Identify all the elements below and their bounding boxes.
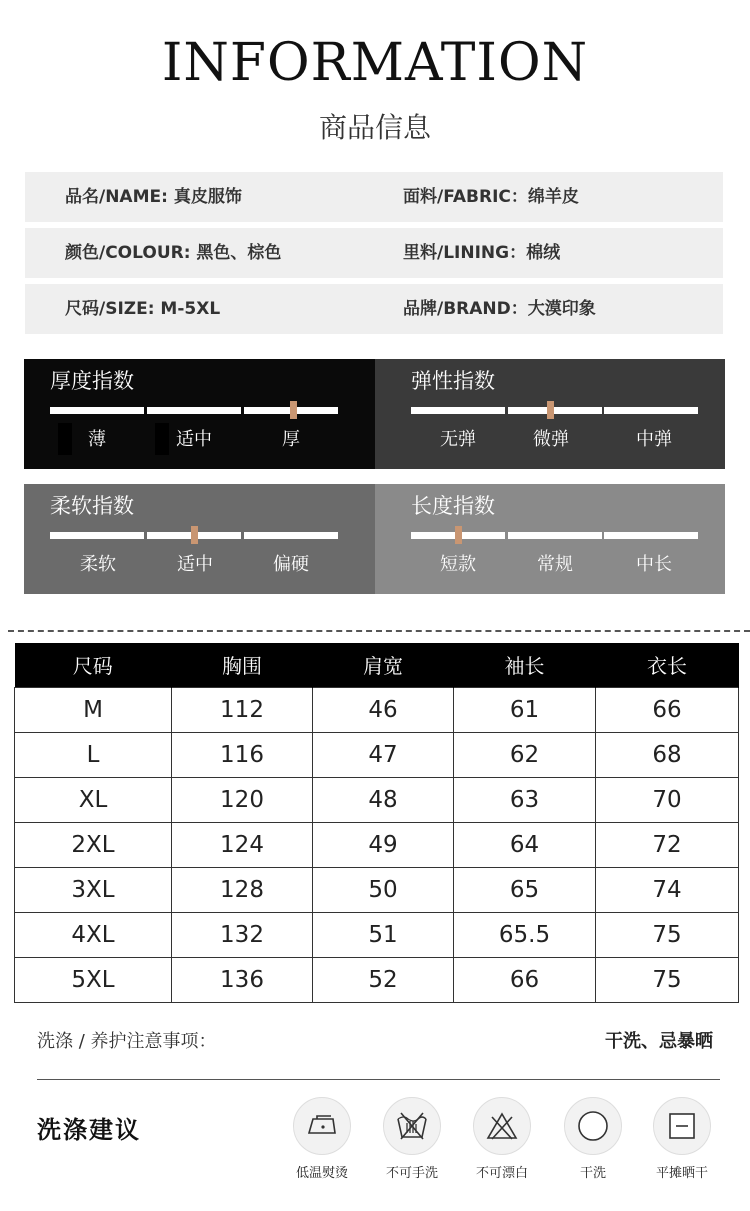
table-cell: 65	[454, 867, 596, 912]
table-row	[15, 687, 739, 732]
index-label: 柔软	[80, 554, 116, 575]
info-row	[25, 172, 723, 222]
index-bar-segment	[147, 407, 241, 414]
info-row	[25, 228, 723, 278]
elasticity-index-marker	[547, 401, 554, 419]
info-colour: 颜色/COLOUR: 黑色、棕色	[65, 243, 282, 263]
wash-label: 低温熨烫	[295, 1166, 348, 1181]
wash-item	[372, 1097, 452, 1183]
index-label: 中弹	[636, 429, 672, 450]
index-label: 短款	[440, 554, 476, 575]
table-cell: 63	[454, 777, 596, 822]
length-index-marker	[455, 526, 462, 544]
table-cell: 75	[596, 912, 739, 957]
table-header-cell: 尺码	[15, 643, 172, 687]
table-cell: 136	[172, 957, 313, 1002]
thickness-index-marker	[290, 401, 297, 419]
table-cell: 120	[172, 777, 313, 822]
softness-index-title: 柔软指数	[50, 494, 134, 518]
table-cell: 62	[454, 732, 596, 777]
table-row	[15, 822, 739, 867]
care-heading: 洗涤 / 养护注意事项：	[37, 1031, 217, 1052]
index-label: 适中	[176, 429, 212, 450]
length-index-title: 长度指数	[411, 494, 495, 518]
table-cell: 2XL	[15, 822, 172, 867]
index-bar-segment	[50, 407, 144, 414]
table-cell: 74	[596, 867, 739, 912]
index-bar-segment	[50, 532, 144, 539]
table-cell: 3XL	[15, 867, 172, 912]
info-name: 品名/NAME: 真皮服饰	[65, 187, 242, 207]
dry-clean-icon	[564, 1097, 622, 1155]
info-brand: 品牌/BRAND：大漠印象	[403, 299, 596, 319]
table-header-cell: 袖长	[454, 643, 596, 687]
index-bar-segment	[604, 407, 698, 414]
table-header-cell: 肩宽	[313, 643, 454, 687]
softness-index-panel	[24, 484, 375, 594]
wash-item	[642, 1097, 722, 1183]
table-cell: 75	[596, 957, 739, 1002]
index-bar-segment	[244, 532, 338, 539]
table-cell: 116	[172, 732, 313, 777]
table-cell: 51	[313, 912, 454, 957]
index-label: 薄	[88, 429, 106, 450]
wash-label: 不可手洗	[385, 1166, 438, 1181]
length-index-panel	[375, 484, 725, 594]
table-cell: 46	[313, 687, 454, 732]
wash-section-title: 洗涤建议	[37, 1116, 141, 1144]
size-table	[14, 643, 739, 1003]
info-fabric: 面料/FABRIC：绵羊皮	[403, 187, 579, 207]
wash-label: 平摊晒干	[655, 1166, 708, 1181]
table-header-cell: 衣长	[596, 643, 739, 687]
table-cell: 68	[596, 732, 739, 777]
table-cell: 124	[172, 822, 313, 867]
table-cell: 64	[454, 822, 596, 867]
table-cell: 48	[313, 777, 454, 822]
page-title-en: INFORMATION	[161, 33, 589, 93]
table-cell: 66	[454, 957, 596, 1002]
care-divider	[37, 1079, 720, 1080]
low-temp-iron-icon	[293, 1097, 351, 1155]
index-bar-segment	[508, 407, 602, 414]
table-cell: L	[15, 732, 172, 777]
index-label: 无弹	[440, 429, 476, 450]
table-cell: 52	[313, 957, 454, 1002]
table-cell: 65.5	[454, 912, 596, 957]
wash-item	[553, 1097, 633, 1183]
table-cell: M	[15, 687, 172, 732]
index-label: 厚	[282, 429, 300, 450]
wash-item	[282, 1097, 362, 1183]
table-cell: 50	[313, 867, 454, 912]
softness-index-marker	[191, 526, 198, 544]
dashed-divider	[8, 630, 750, 632]
table-cell: 4XL	[15, 912, 172, 957]
index-label: 常规	[537, 554, 573, 575]
info-lining: 里料/LINING：棉绒	[403, 243, 561, 263]
table-cell: 128	[172, 867, 313, 912]
thickness-index-panel	[24, 359, 375, 469]
table-cell: 5XL	[15, 957, 172, 1002]
table-header-cell: 胸围	[172, 643, 313, 687]
index-label: 偏硬	[273, 554, 309, 575]
table-row	[15, 777, 739, 822]
table-row	[15, 732, 739, 777]
table-cell: 61	[454, 687, 596, 732]
wash-label: 不可漂白	[475, 1166, 528, 1181]
info-size: 尺码/SIZE: M-5XL	[65, 299, 221, 319]
table-row	[15, 867, 739, 912]
wash-label: 干洗	[579, 1166, 606, 1181]
table-cell: 72	[596, 822, 739, 867]
flat-dry-icon	[653, 1097, 711, 1155]
no-bleach-icon	[473, 1097, 531, 1155]
page-title-cn: 商品信息	[318, 111, 431, 144]
wash-item	[462, 1097, 542, 1183]
table-cell: 112	[172, 687, 313, 732]
elasticity-index-title: 弹性指数	[411, 369, 495, 393]
care-summary: 干洗、忌暴晒	[605, 1031, 713, 1052]
index-bar-segment	[411, 407, 505, 414]
table-cell: 66	[596, 687, 739, 732]
index-bar-segment	[508, 532, 602, 539]
index-label: 适中	[177, 554, 213, 575]
thickness-index-title: 厚度指数	[50, 369, 134, 393]
index-label: 微弹	[533, 429, 569, 450]
info-row	[25, 284, 723, 334]
table-cell: XL	[15, 777, 172, 822]
table-cell: 132	[172, 912, 313, 957]
table-row	[15, 957, 739, 1002]
table-cell: 47	[313, 732, 454, 777]
table-cell: 70	[596, 777, 739, 822]
table-row	[15, 912, 739, 957]
table-header-row	[15, 643, 739, 687]
table-cell: 49	[313, 822, 454, 867]
elasticity-index-panel	[375, 359, 725, 469]
index-label: 中长	[636, 554, 672, 575]
no-hand-wash-icon	[383, 1097, 441, 1155]
index-bar-segment	[604, 532, 698, 539]
